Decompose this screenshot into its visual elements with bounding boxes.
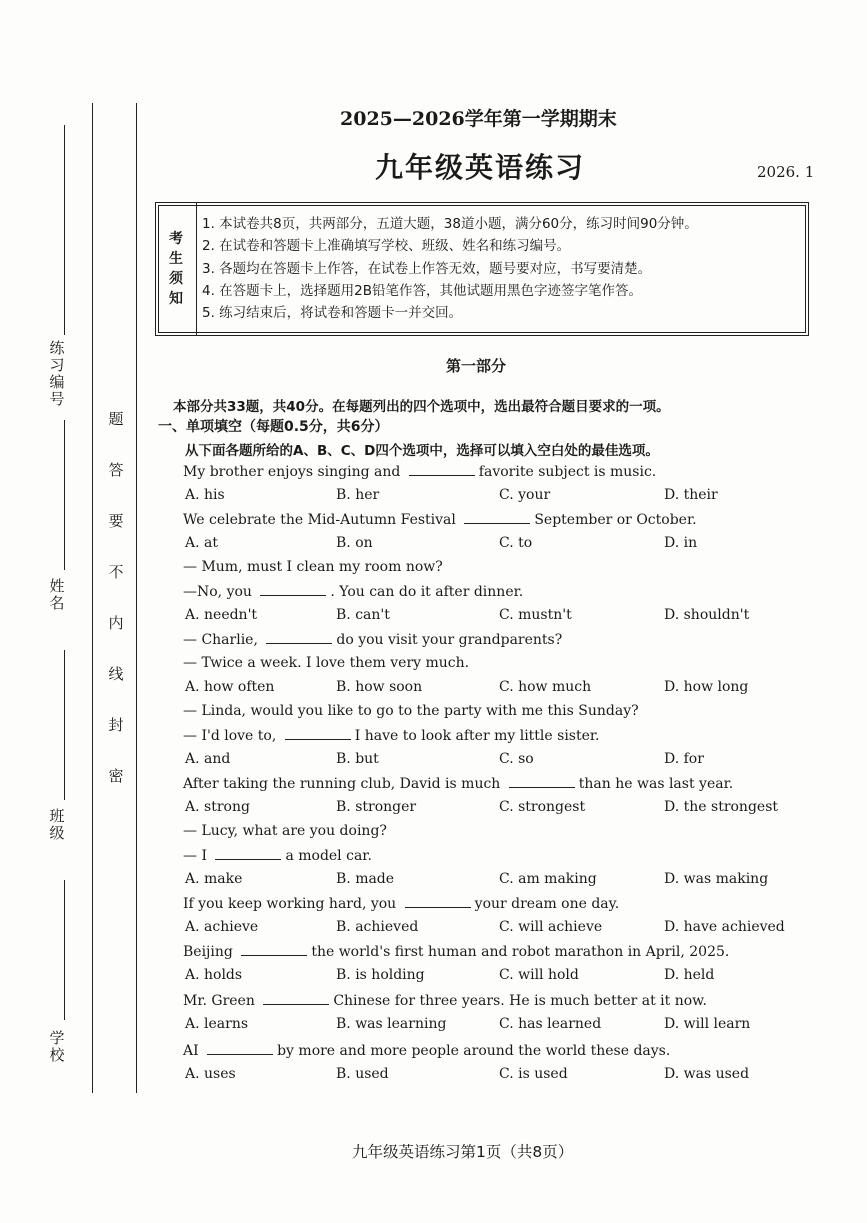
answer-option: B. achieved — [336, 919, 419, 935]
answer-blank — [207, 1042, 273, 1055]
answer-option: B. used — [336, 1066, 389, 1082]
notice-label-char: 生 — [169, 251, 183, 267]
stem-text: —No, you — [183, 584, 257, 600]
question-stem — [183, 511, 697, 528]
year-title: 2025—2026学年第一学期期末 — [340, 108, 617, 130]
stem-text: do you visit your grandparents? — [336, 632, 563, 648]
stem-text: a model car. — [285, 848, 372, 864]
notice-item: 2. 在试卷和答题卡上准确填写学校、班级、姓名和练习编号。 — [202, 238, 571, 255]
question-stem — [183, 775, 733, 792]
name-label: 姓名 — [49, 577, 65, 612]
stem-text: your dream one day. — [474, 896, 620, 912]
seal-char: 题 — [108, 410, 124, 428]
stem-text: — Lucy, what are you doing? — [183, 823, 387, 839]
answer-option: C. to — [499, 535, 533, 551]
answer-option: A. holds — [185, 967, 243, 983]
answer-option: B. how soon — [336, 679, 423, 695]
stem-text: — Charlie, — [183, 632, 263, 648]
seal-char: 答 — [108, 461, 124, 479]
answer-option: C. will hold — [499, 967, 579, 983]
answer-option: D. the strongest — [664, 799, 779, 815]
answer-option: A. make — [185, 871, 243, 887]
answer-option: B. can't — [336, 607, 390, 623]
question-stem — [183, 1042, 670, 1059]
question-stem — [183, 895, 619, 912]
stem-text: I have to look after my little sister. — [354, 728, 600, 744]
section-directions: 从下面各题所给的A、B、C、D四个选项中，选择可以填入空白处的最佳选项。 — [185, 443, 659, 459]
margin-line-outer — [92, 103, 93, 1093]
answer-option: D. will learn — [664, 1016, 751, 1032]
answer-option: B. her — [336, 487, 380, 503]
question-stem — [183, 703, 639, 719]
answer-option: B. was learning — [336, 1016, 447, 1032]
answer-option: A. learns — [185, 1016, 249, 1032]
answer-option: C. your — [499, 487, 551, 503]
part-title: 第一部分 — [446, 357, 507, 375]
answer-option: C. am making — [499, 871, 597, 887]
class-label: 班级 — [49, 807, 65, 842]
answer-blank — [409, 463, 475, 476]
stem-text: — Twice a week. I love them very much. — [183, 655, 470, 671]
answer-option: B. made — [336, 871, 395, 887]
answer-option: D. how long — [664, 679, 749, 695]
answer-blank — [241, 943, 307, 956]
seal-char: 要 — [108, 512, 124, 530]
answer-blank — [215, 847, 281, 860]
answer-blank — [464, 511, 530, 524]
answer-option: B. is holding — [336, 967, 425, 983]
answer-option: A. strong — [185, 799, 250, 815]
notice-item: 1. 本试卷共8页，共两部分，五道大题，38道小题，满分60分，练习时间90分钟。 — [202, 216, 698, 232]
seal-char: 封 — [108, 716, 124, 734]
stem-text: — Linda, would you like to go to the party with me this Sunday? — [183, 703, 639, 719]
margin-line-inner — [136, 103, 137, 1093]
answer-option: B. on — [336, 535, 373, 551]
stem-text: the world's first human and robot marathon in April, 2025. — [311, 944, 730, 960]
stem-text: Chinese for three years. He is much better at it now. — [333, 993, 707, 1009]
answer-option: D. held — [664, 967, 715, 983]
answer-option: D. their — [664, 487, 718, 503]
question-stem — [183, 559, 443, 575]
answer-option: C. strongest — [499, 799, 586, 815]
answer-option: C. how much — [499, 679, 592, 695]
seal-line-text — [106, 404, 126, 812]
stem-text: Beijing — [183, 944, 238, 960]
notice-label — [156, 203, 197, 335]
seal-char: 不 — [108, 563, 124, 581]
seal-char: 内 — [108, 614, 124, 632]
question-stem — [183, 631, 562, 648]
question-stem — [183, 583, 523, 600]
answer-option: B. but — [336, 751, 379, 767]
question-stem — [183, 655, 469, 671]
answer-option: A. how often — [185, 679, 275, 695]
answer-option: C. so — [499, 751, 534, 767]
answer-option: A. needn't — [185, 607, 258, 623]
answer-option: C. will achieve — [499, 919, 603, 935]
answer-option: A. at — [185, 535, 218, 551]
stem-text: — I — [183, 848, 212, 864]
answer-blank — [285, 727, 351, 740]
answer-option: D. shouldn't — [664, 607, 750, 623]
stem-text: After taking the running club, David is much — [183, 776, 505, 792]
answer-option: D. in — [664, 535, 698, 551]
section-title: 一、单项填空（每题0.5分，共6分） — [158, 419, 389, 435]
part-intro: 本部分共33题，共40分。在每题列出的四个选项中，选出最符合题目要求的一项。 — [173, 399, 670, 415]
stem-text: We celebrate the Mid-Autumn Festival — [183, 512, 461, 528]
answer-option: C. mustn't — [499, 607, 572, 623]
answer-blank — [405, 895, 471, 908]
exam-number-label: 练习编号 — [49, 339, 65, 408]
class-line — [64, 650, 65, 800]
stem-text: AI — [183, 1043, 204, 1059]
notice-items — [202, 213, 698, 324]
answer-blank — [263, 992, 329, 1005]
exam-date: 2026. 1 — [757, 163, 815, 181]
answer-option: A. his — [185, 487, 225, 503]
answer-option: D. have achieved — [664, 919, 785, 935]
stem-text: than he was last year. — [578, 776, 734, 792]
stem-text: by more and more people around the world these days. — [277, 1043, 671, 1059]
question-stem — [183, 992, 707, 1009]
stem-text: If you keep working hard, you — [183, 896, 401, 912]
exam-title: 九年级英语练习 — [375, 151, 586, 184]
notice-item: 5. 练习结束后，将试卷和答题卡一并交回。 — [202, 305, 463, 322]
stem-text: favorite subject is music. — [478, 464, 657, 480]
answer-blank — [266, 631, 332, 644]
answer-blank — [260, 583, 326, 596]
answer-option: D. was used — [664, 1066, 750, 1082]
answer-option: B. stronger — [336, 799, 417, 815]
notice-label-char: 考 — [169, 231, 183, 247]
question-stem — [183, 727, 600, 744]
stem-text: — I'd love to, — [183, 728, 281, 744]
question-stem — [183, 823, 387, 839]
answer-option: C. has learned — [499, 1016, 602, 1032]
stem-text: . You can do it after dinner. — [330, 584, 524, 600]
answer-option: D. for — [664, 751, 704, 767]
question-stem — [183, 943, 729, 960]
seal-char: 密 — [108, 767, 124, 785]
answer-option: A. and — [185, 751, 231, 767]
stem-text: My brother enjoys singing and — [183, 464, 405, 480]
answer-option: A. uses — [185, 1066, 236, 1082]
answer-option: D. was making — [664, 871, 769, 887]
seal-char: 线 — [108, 665, 124, 683]
notice-box — [155, 202, 809, 336]
notice-item: 3. 各题均在答题卡上作答，在试卷上作答无效，题号要对应，书写要清楚。 — [202, 260, 652, 277]
notice-item: 4. 在答题卡上，选择题用2B铅笔作答，其他试题用黑色字迹签字笔作答。 — [202, 282, 643, 299]
school-label: 学校 — [49, 1029, 65, 1064]
question-stem — [183, 463, 656, 480]
stem-text: Mr. Green — [183, 993, 260, 1009]
stem-text: — Mum, must I clean my room now? — [183, 559, 443, 575]
answer-blank — [509, 775, 575, 788]
notice-label-char: 须 — [169, 271, 183, 287]
exam-number-line — [64, 125, 65, 335]
answer-option: A. achieve — [185, 919, 259, 935]
question-stem — [183, 847, 372, 864]
answer-option: C. is used — [499, 1066, 568, 1082]
notice-label-char: 知 — [169, 291, 183, 307]
school-line — [64, 880, 65, 1020]
stem-text: September or October. — [534, 512, 697, 528]
page-footer: 九年级英语练习第1页（共8页） — [352, 1143, 574, 1161]
name-line — [64, 420, 65, 570]
